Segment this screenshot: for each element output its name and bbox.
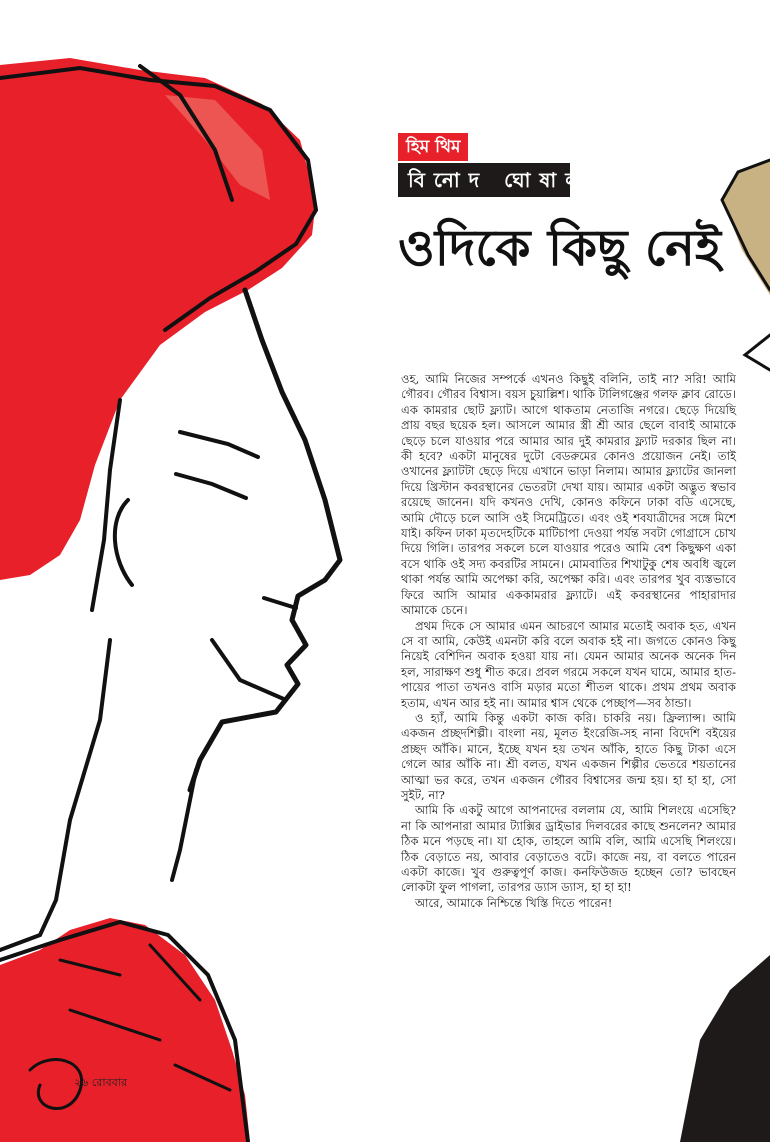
- story-body: [401, 372, 736, 911]
- mouth-line: [264, 598, 296, 608]
- column-tag: হিম থিম: [398, 133, 468, 161]
- chin-line: [212, 640, 286, 700]
- face-profile-line: [190, 290, 340, 790]
- gold-shape: [722, 160, 770, 295]
- paragraph: প্রথম দিকে সে আমার এমন আচরণে আমার মতোই অবাক হত, এখন সে বা আমি, কেউই এমনটা করি বলে অবাক হই না। জগতে কোনও কিছু নিয়েই বেশিদিন অবাক হওয়া যায় না। যেমন আমার অনেক অনেক দিন হল, সারাক্ষণ শুধু শীত করে। প্রবল গরমে সকলে যখন ঘামে, আমার হাত-পায়ের পাতা তখনও বাসি মড়ার মতো শীতল থাকে। প্রথম প্রথম অবাক হতাম, এখন আর হই না। আমার শ্বাস থেকে পেচ্ছাপ—সব ঠান্ডা।: [401, 618, 736, 710]
- paragraph: আমি কি একটু আগে আপনাদের বললাম যে, আমি শিলংয়ে এসেছি? না কি আপনারা আমার ট্যাক্সির ড্রাইভার দিলবরের কাছে শুনলেন? আমার ঠিক মনে পড়ছে না। যা হোক, তাহলে আমি বলি, আমি এসেছি শিলংয়ে। ঠিক বেড়াতে নয়, আবার বেড়াতেও বটে। কাজে নয়, বা বলতে পারেন একটা কাজে। খুব গুরুত্বপূর্ণ কাজ। কনফিউজড হচ্ছেন তো? ভাবছেন লোকটা ফুল পাগলা, তারপর ড্যাস ড্যাস, হা হা হা!: [401, 803, 736, 895]
- eye-line: [176, 474, 246, 498]
- neck-line-right: [172, 770, 196, 880]
- page-number: ২৬ রোববার: [74, 1076, 127, 1089]
- dark-coat-shape: [680, 955, 770, 1142]
- paragraph: আরে, আমাকে নিশ্চিন্তে খিস্তি দিতে পারেন!: [415, 895, 613, 910]
- neck-line: [0, 640, 110, 950]
- red-hair-shape: [0, 58, 316, 580]
- red-sweater: [0, 918, 250, 1142]
- ear-line: [115, 500, 132, 585]
- paragraph: ওহ, আমি নিজের সম্পর্কে এখনও কিছুই বলিনি, তাই না? সরি! আমি গৌরব। গৌরব বিশ্বাস। বয়স চুয়াল্লিশ। থাকি টালিগঞ্জের গলফ ক্লাব রোডে। এক কামরার ছোট ফ্ল্যাট। আগে থাকতাম নেতাজি নগরে। ছেড়ে দিয়েছি প্রায় বছর ছয়েক হল। আসলে আমার স্ত্রী শ্রী আর ছেলে বাবাই আমাকে ছেড়ে চলে যাওয়ার পরে আমার আর দুই কামরার ফ্ল্যাট দরকার ছিল না। কী হবে? একটা মানুষের দুটো বেডরুমের কোনও প্রয়োজন নেই। তাই ওখানের ফ্ল্যাটটা ছেড়ে দিয়ে এখানে ভাড়া নিলাম। আমার ফ্ল্যাটের জানলা দিয়ে খ্রিস্টান কবরস্থানের ভেতরটা দেখা যায়। আমার একটা অদ্ভুত স্বভাব রয়েছে জানেন। যদি কখনও দেখি, কোনও কফিনে ঢাকা বডি এসেছে, আমি দৌড়ে চলে আসি ওই সিমেট্রিতে। এবং ওই শবযাত্রীদের সঙ্গে মিশে যাই। কফিন ঢাকা মৃতদেহটিকে মাটিচাপা দেওয়া পর্যন্ত সবটা গোগ্রাসে চোখ দিয়ে গিলি। তারপর সকলে চলে যাওয়ার পরেও আমি বেশ কিছুক্ষণ একা বসে থাকি ওই সদ্য কবরটির সামনে। মোমবাতির শিখাটুকু শেষ অবধি জ্বলে থাকা পর্যন্ত আমি অপেক্ষা করি, অপেক্ষা করি। এবং তারপর খুব ব্যস্তভাবে ফিরে আসি আমার এককামরার ফ্ল্যাটে। এই কবরস্থানের পাহারাদার আমাকে চেনে।: [401, 372, 736, 618]
- eyebrow-line: [180, 432, 258, 457]
- right-edge-stroke: [745, 335, 770, 370]
- author-name: বিনোদ ঘোষাল: [398, 163, 570, 197]
- paragraph: ও হ্যাঁ, আমি কিন্তু একটা কাজ করি। চাকরি নয়। ফ্রিল্যান্স। আমি একজন প্রচ্ছদশিল্পী। বাংলা নয়, মূলত ইংরেজি-সহ নানা বিদেশি বইয়ের প্রচ্ছদ আঁকি। মানে, ইচ্ছে যখন হয় তখন আঁকি, হাতে কিছু টাকা এসে গেলে আর আঁকি না। শ্রী বলত, যখন একজন শিল্পীর ভেতরে শয়তানের আত্মা ভর করে, তখন একজন গৌরব বিশ্বাসের জন্ম হয়। হা হা হা, সো সুইট, না?: [401, 710, 736, 802]
- story-title: ওদিকে কিছু নেই: [398, 219, 721, 277]
